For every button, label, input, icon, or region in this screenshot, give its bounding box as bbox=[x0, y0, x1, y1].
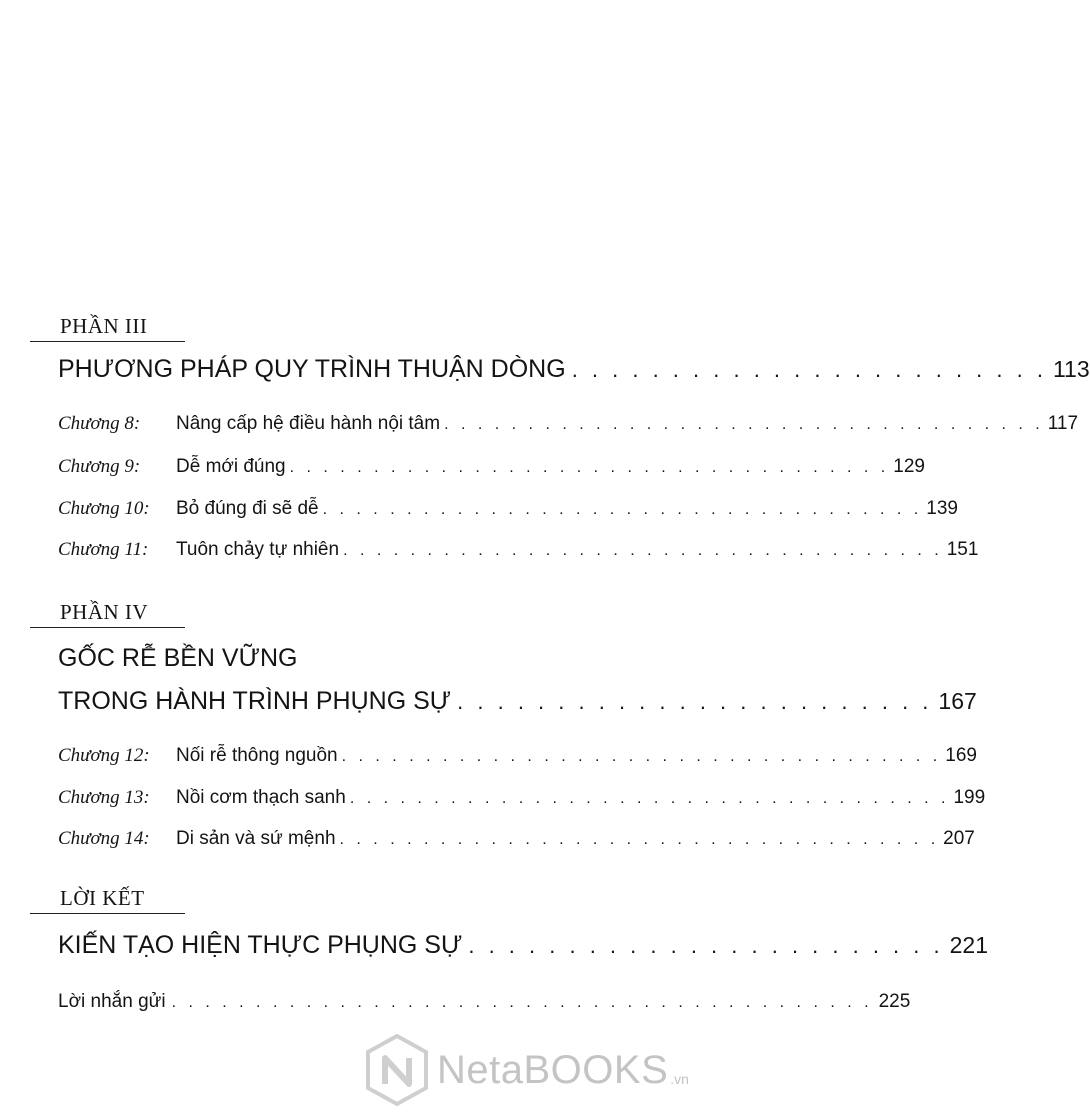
chapter-title: Nâng cấp hệ điều hành nội tâm bbox=[176, 413, 441, 434]
chapter-entry[interactable] bbox=[58, 825, 975, 854]
chapter-label: Chương 13: bbox=[58, 787, 150, 808]
part-title-line[interactable] bbox=[58, 641, 642, 675]
chapter-title: Dễ mới đúng bbox=[176, 456, 286, 477]
netabooks-logo-icon bbox=[365, 1034, 429, 1106]
watermark bbox=[365, 1030, 695, 1110]
part-label-3: PHẦN III bbox=[30, 311, 185, 342]
page-number: 169 bbox=[945, 745, 977, 766]
page-number: 151 bbox=[946, 539, 979, 560]
watermark-suffix: .vn bbox=[670, 1071, 689, 1087]
chapter-entry[interactable] bbox=[58, 536, 979, 565]
entry-title: Lời nhắn gửi bbox=[58, 991, 166, 1012]
dot-leader: . . . . . . . . . . . . . . . . . . . . . . . . . . . . . . . . . . . . bbox=[339, 831, 940, 848]
chapter-entry[interactable] bbox=[58, 410, 1079, 439]
page-number: 225 bbox=[878, 991, 911, 1012]
page-number: 139 bbox=[926, 498, 958, 519]
chapter-title: Nối rễ thông nguồn bbox=[176, 745, 338, 766]
part-label-4: PHẦN IV bbox=[30, 597, 185, 628]
part-title: GỐC RỄ BỀN VỮNG bbox=[58, 644, 298, 672]
dot-leader: . . . . . . . . . . . . . . . . . . . . . . . . bbox=[468, 933, 944, 958]
chapter-label: Chương 9: bbox=[58, 456, 141, 477]
dot-leader: . . . . . . . . . . . . . . . . . . . . . . . . . . . . . . . . . . . . bbox=[444, 416, 1044, 433]
dot-leader: . . . . . . . . . . . . . . . . . . . . . . . . . . . . . . . . . . . . bbox=[289, 459, 890, 476]
part-title-line[interactable] bbox=[58, 684, 977, 719]
dot-leader: . . . . . . . . . . . . . . . . . . . . . . . . bbox=[571, 357, 1047, 382]
chapter-title: Nồi cơm thạch sanh bbox=[176, 787, 346, 808]
part-title: KIẾN TẠO HIỆN THỰC PHỤNG SỰ bbox=[58, 931, 463, 959]
chapter-entry[interactable] bbox=[58, 784, 986, 813]
page-number: 199 bbox=[953, 787, 986, 808]
dot-leader: . . . . . . . . . . . . . . . . . . . . . . . . bbox=[457, 689, 933, 714]
part-title-line[interactable] bbox=[58, 352, 1090, 387]
dot-leader: . . . . . . . . . . . . . . . . . . . . . . . . . . . . . . . . . . . . bbox=[341, 748, 942, 765]
dot-leader: . . . . . . . . . . . . . . . . . . . . . . . . . . . . . . . . . . . . bbox=[322, 501, 923, 518]
watermark-brand: NetaBOOKS bbox=[437, 1047, 669, 1092]
part-title: TRONG HÀNH TRÌNH PHỤNG SỰ bbox=[58, 687, 452, 715]
chapter-entry[interactable] bbox=[58, 453, 925, 482]
chapter-label: Chương 8: bbox=[58, 413, 141, 434]
dot-leader: . . . . . . . . . . . . . . . . . . . . . . . . . . . . . . . . . . . . bbox=[349, 790, 950, 807]
chapter-label: Chương 11: bbox=[58, 539, 149, 560]
part-title: PHƯƠNG PHÁP QUY TRÌNH THUẬN DÒNG bbox=[58, 355, 566, 383]
chapter-label: Chương 12: bbox=[58, 745, 150, 766]
chapter-title: Di sản và sứ mệnh bbox=[176, 828, 336, 849]
page-number: 221 bbox=[949, 932, 988, 958]
page-number: 113 bbox=[1052, 356, 1090, 382]
chapter-title: Bỏ đúng đi sẽ dễ bbox=[176, 498, 319, 519]
part-title-line[interactable] bbox=[58, 928, 988, 963]
chapter-label: Chương 14: bbox=[58, 828, 150, 849]
dot-leader: . . . . . . . . . . . . . . . . . . . . . . . . . . . . . . . . . . . . bbox=[343, 542, 943, 559]
page-number: 129 bbox=[893, 456, 925, 477]
chapter-title: Tuôn chảy tự nhiên bbox=[176, 539, 340, 560]
chapter-label: Chương 10: bbox=[58, 498, 150, 519]
page-number: 117 bbox=[1047, 413, 1079, 434]
part-label-epilogue: LỜI KẾT bbox=[30, 883, 185, 914]
page-number: 167 bbox=[938, 688, 977, 714]
chapter-entry[interactable] bbox=[58, 495, 958, 524]
page-number: 207 bbox=[943, 828, 975, 849]
toc-entry[interactable] bbox=[58, 988, 911, 1017]
dot-leader: . . . . . . . . . . . . . . . . . . . . . . . . . . . . . . . . . . . . . . . . . . bbox=[171, 994, 873, 1011]
chapter-entry[interactable] bbox=[58, 742, 977, 771]
